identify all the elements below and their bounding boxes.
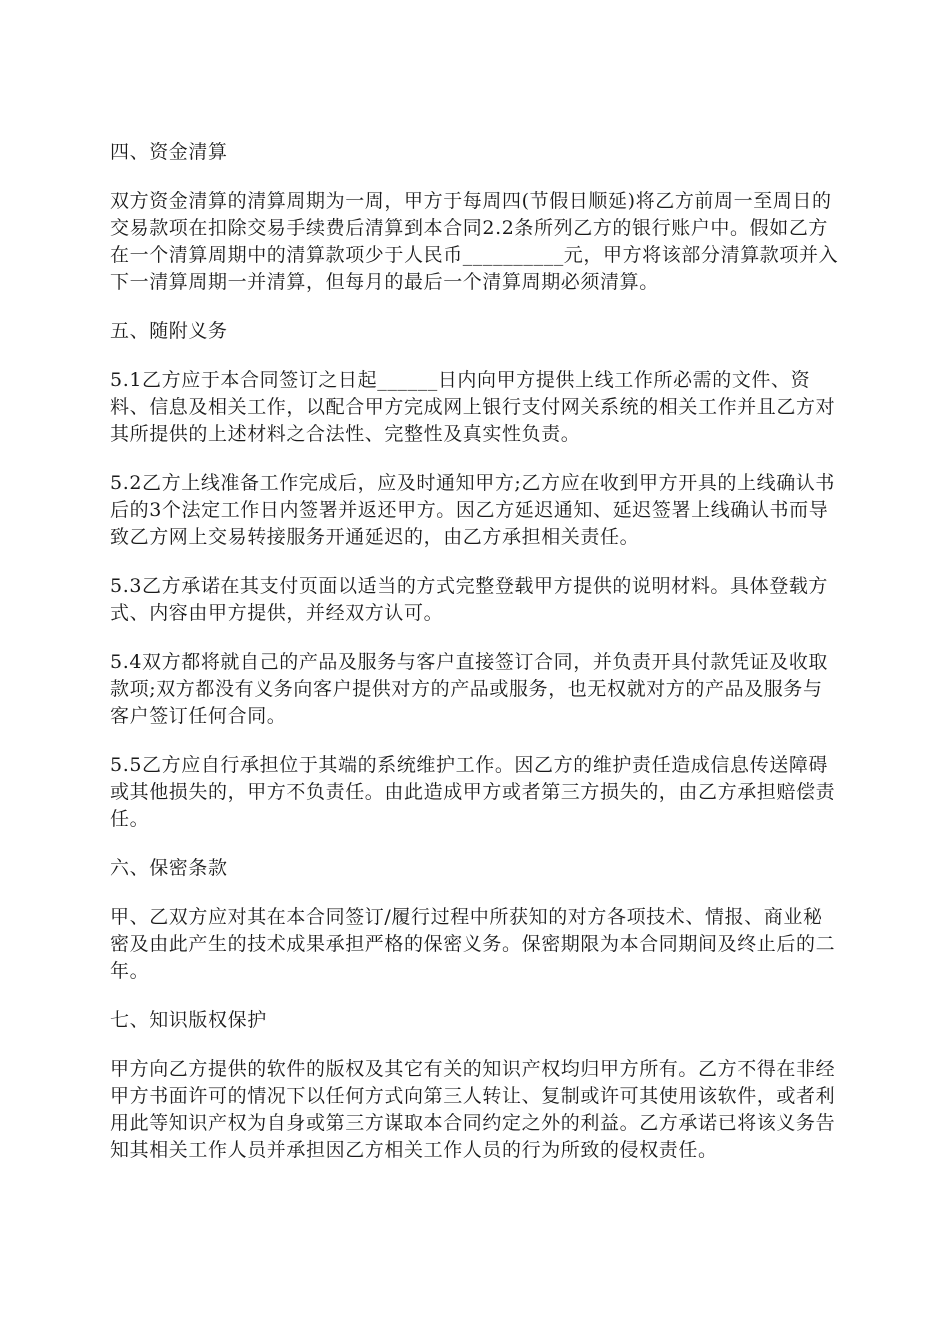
clause-5-4: 5.4双方都将就自己的产品及服务与客户直接签订合同，并负责开具付款凭证及收取款项;双方都没有义务向客户提供对方的产品或服务，也无权就对方的产品及服务与客户签订任何合同。 <box>110 651 829 727</box>
ip-protection-paragraph: 甲方向乙方提供的软件的版权及其它有关的知识产权均归甲方所有。乙方不得在非经甲方书面许可的情况下以任何方式向第三人转让、复制或许可其使用该软件，或者利用此等知识产权为自身或第三方谋取本合同约定之外的利益。乙方承诺已将该义务告知其相关工作人员并承担因乙方相关工作人员的行为所致的侵权责任。 <box>110 1058 836 1161</box>
settlement-paragraph: 双方资金清算的清算周期为一周，甲方于每周四(节假日顺延)将乙方前周一至周日的交易款项在扣除交易手续费后清算到本合同2.2条所列乙方的银行账户中。假如乙方在一个清算周期中的清算款项少于人民币__________元，甲方将该部分清算款项并入下一清算周期一并清算，但每月的最后一个清算周期必须清算。 <box>110 190 839 293</box>
section-heading-obligations: 五、随附义务 <box>110 320 228 342</box>
confidentiality-paragraph: 甲、乙双方应对其在本合同签订/履行过程中所获知的对方各项技术、情报、商业秘密及由此产生的技术成果承担严格的保密义务。保密期限为本合同期间及终止后的二年。 <box>110 906 836 982</box>
section-heading-settlement: 四、资金清算 <box>110 141 228 163</box>
clause-5-5: 5.5乙方应自行承担位于其端的系统维护工作。因乙方的维护责任造成信息传送障碍或其他损失的，甲方不负责任。由此造成甲方或者第三方损失的，由乙方承担赔偿责任。 <box>110 754 836 830</box>
section-heading-confidentiality: 六、保密条款 <box>110 857 228 879</box>
clause-5-3: 5.3乙方承诺在其支付页面以适当的方式完整登载甲方提供的说明材料。具体登载方式、内容由甲方提供，并经双方认可。 <box>110 575 829 624</box>
clause-5-2: 5.2乙方上线准备工作完成后，应及时通知甲方;乙方应在收到甲方开具的上线确认书后的3个法定工作日内签署并返还甲方。因乙方延迟通知、延迟签署上线确认书而导致乙方网上交易转接服务开通延迟的，由乙方承担相关责任。 <box>110 472 836 548</box>
document-body <box>110 139 840 1186</box>
section-heading-ip-protection: 七、知识版权保护 <box>110 1009 267 1031</box>
clause-5-1: 5.1乙方应于本合同签订之日起______日内向甲方提供上线工作所必需的文件、资料、信息及相关工作，以配合甲方完成网上银行支付网关系统的相关工作并且乙方对其所提供的上述材料之合法性、完整性及真实性负责。 <box>110 369 836 445</box>
